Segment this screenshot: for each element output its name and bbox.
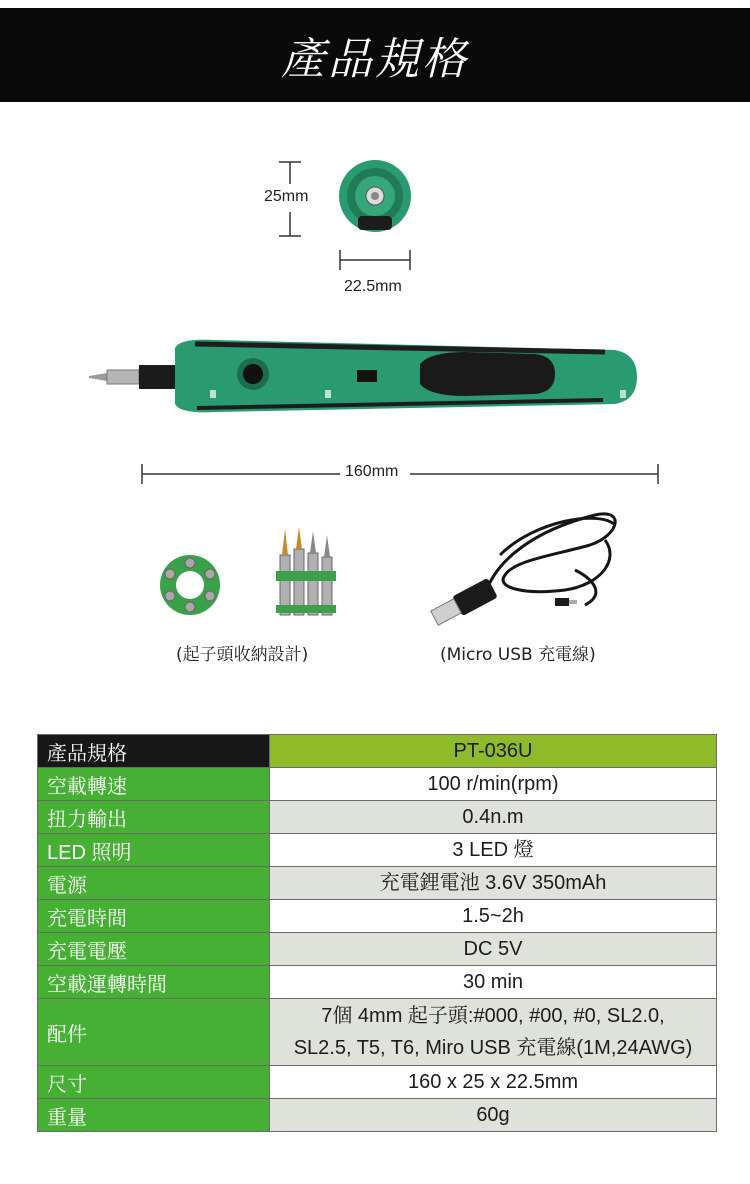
spec-table [37,734,717,1132]
height-label: 25mm [264,188,309,205]
length-label: 160mm [345,463,399,480]
spec-value: 160 x 25 x 22.5mm [270,1066,717,1099]
title-banner [0,8,750,102]
spec-key: 尺寸 [38,1066,270,1099]
accessories-line-1: 7個 4mm 起子頭:#000, #00, #0, SL2.0, [321,1005,665,1027]
usb-cable-image [425,500,630,635]
spec-value: 0.4n.m [270,801,717,834]
spec-header-value: PT-036U [270,735,717,768]
spec-key: 充電時間 [38,900,270,933]
spec-row-led [38,834,717,867]
bit-holder-ring-image [155,550,225,620]
spec-value: 100 r/min(rpm) [270,768,717,801]
spec-row-charge-voltage [38,933,717,966]
spec-row-charge-time [38,900,717,933]
spec-key: LED 照明 [38,834,270,867]
screwdriver-image [85,330,660,415]
front-view-image [339,160,411,232]
spec-key: 電源 [38,867,270,900]
spec-key: 配件 [38,999,270,1066]
width-label: 22.5mm [344,278,402,295]
spec-row-accessories [38,999,717,1066]
length-dimension-line [140,462,662,486]
spec-row-run-time [38,966,717,999]
spec-value: 充電鋰電池 3.6V 350mAh [270,867,717,900]
width-dimension-line [340,250,410,270]
spec-value [270,999,717,1066]
bit-holder-caption: (起子頭收納設計) [176,645,309,665]
spec-key: 空載運轉時間 [38,966,270,999]
spec-key: 空載轉速 [38,768,270,801]
spec-header-row [38,735,717,768]
spec-key: 扭力輸出 [38,801,270,834]
spec-value: 60g [270,1099,717,1132]
spec-value: DC 5V [270,933,717,966]
spec-value: 3 LED 燈 [270,834,717,867]
spec-key: 充電電壓 [38,933,270,966]
spec-row-torque [38,801,717,834]
bit-set-image [268,525,343,625]
spec-row-weight [38,1099,717,1132]
cable-caption: (Micro USB 充電線) [440,645,596,665]
spec-row-speed [38,768,717,801]
spec-row-power [38,867,717,900]
spec-value: 30 min [270,966,717,999]
page-title: 產品規格 [281,34,469,85]
spec-key: 重量 [38,1099,270,1132]
spec-row-size [38,1066,717,1099]
accessories-line-2: SL2.5, T5, T6, Miro USB 充電線(1M,24AWG) [293,1037,693,1059]
spec-header-key: 產品規格 [38,735,270,768]
spec-value: 1.5~2h [270,900,717,933]
